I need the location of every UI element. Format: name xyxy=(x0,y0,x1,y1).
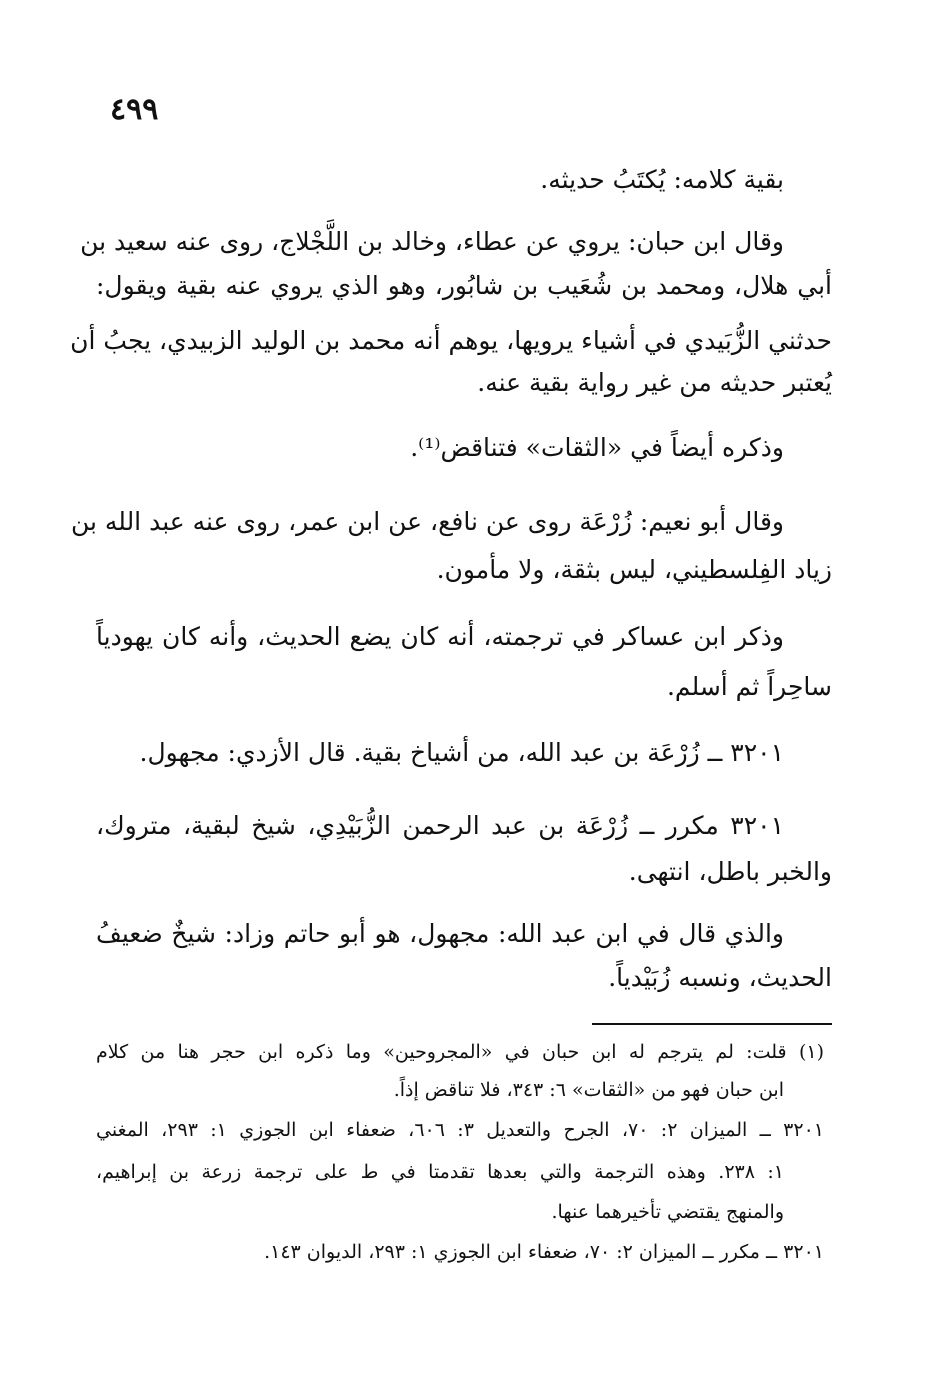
footnote-separator xyxy=(592,1023,832,1025)
body-line: يُعتبر حديثه من غير رواية بقية عنه. xyxy=(477,368,832,397)
body-line: حدثني الزُّبَيدي في أشياء يرويها، يوهم أنه محمد بن الوليد الزبيدي، يجبُ أن xyxy=(70,326,832,355)
body-line: بقية كلامه: يُكتَبُ حديثه. xyxy=(540,165,784,194)
footnote-line: ٣٢٠١ ــ مكرر ــ الميزان ٢: ٧٠، ضعفاء ابن الجوزي ١: ٢٩٣، الديوان ١٤٣. xyxy=(264,1241,824,1263)
page-number: ٤٩٩ xyxy=(110,92,159,127)
footnote-line: (١) قلت: لم يترجم له ابن حبان في «المجروحين» وما ذكره ابن حجر هنا من كلام xyxy=(96,1041,824,1063)
footnote-line: والمنهج يقتضي تأخيرهما عنها. xyxy=(551,1201,784,1223)
body-line: وقال ابن حبان: يروي عن عطاء، وخالد بن اللَّجْلاج، روى عنه سعيد بن xyxy=(80,227,784,256)
footnote-line: ابن حبان فهو من «الثقات» ٦: ٣٤٣، فلا تناقض إذاً. xyxy=(393,1079,784,1101)
footnote-line: ٣٢٠١ ــ الميزان ٢: ٧٠، الجرح والتعديل ٣: ٦٠٦، ضعفاء ابن الجوزي ١: ٢٩٣، المغني xyxy=(96,1119,824,1141)
body-line: زياد الفِلسطيني، ليس بثقة، ولا مأمون. xyxy=(436,555,832,584)
body-line: الحديث، ونسبه زُبَيْدياً. xyxy=(608,963,832,992)
entry-heading: ٣٢٠١ مكرر ــ زُرْعَة بن عبد الرحمن الزُّبَيْدِي، شيخ لبقية، متروك، xyxy=(96,811,784,840)
body-line: وذكره أيضاً في «الثقات» فتناقض⁽¹⁾. xyxy=(410,433,784,462)
footnote-line: ١: ٢٣٨. وهذه الترجمة والتي بعدها تقدمتا في ط على ترجمة زرعة بن إبراهيم، xyxy=(96,1161,784,1183)
body-line: والذي قال في ابن عبد الله: مجهول، هو أبو حاتم وزاد: شيخٌ ضعيفُ xyxy=(96,919,784,948)
body-line: ساحِراً ثم أسلم. xyxy=(666,672,832,701)
body-line: أبي هلال، ومحمد بن شُعَيب بن شابُور، وهو الذي يروي عنه بقية ويقول: xyxy=(96,271,832,300)
entry-heading: ٣٢٠١ ــ زُرْعَة بن عبد الله، من أشياخ بقية. قال الأزدي: مجهول. xyxy=(139,738,784,767)
body-line: وقال أبو نعيم: زُرْعَة روى عن نافع، عن ابن عمر، روى عنه عبد الله بن xyxy=(70,507,784,536)
body-line: وذكر ابن عساكر في ترجمته، أنه كان يضع الحديث، وأنه كان يهودياً xyxy=(96,622,784,651)
body-line: والخبر باطل، انتهى. xyxy=(628,857,832,886)
